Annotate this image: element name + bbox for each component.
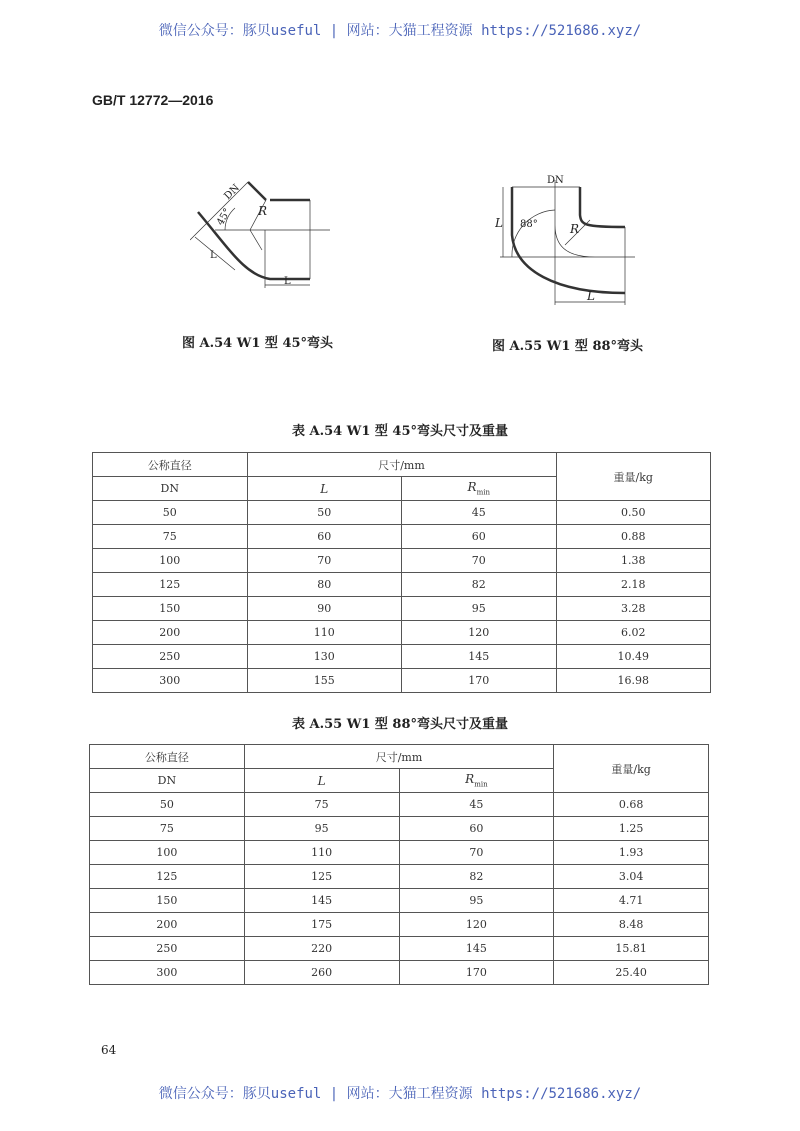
l-label-1: L (495, 216, 503, 230)
dn-label: DN (547, 175, 564, 186)
angle-label: 45° (215, 206, 234, 228)
header-weight: 重量/kg (554, 745, 709, 793)
figure-45-elbow (190, 170, 330, 300)
table-cell: 45 (402, 501, 557, 525)
watermark-bottom: 微信公众号：豚贝useful | 网站：大猫工程资源 https://521686.xyz/ (158, 1086, 642, 1102)
r-subscript: min (474, 780, 488, 789)
table-cell: 70 (402, 549, 557, 573)
table-cell: 75 (90, 817, 245, 841)
angle-label: 88° (520, 219, 538, 230)
table-cell: 82 (402, 573, 557, 597)
header-dims: 尺寸/mm (247, 453, 556, 477)
table-cell: 80 (247, 573, 402, 597)
table-cell: 300 (93, 669, 248, 693)
table-cell: 110 (247, 621, 402, 645)
table-cell: 170 (402, 669, 557, 693)
table-cell: 60 (399, 817, 554, 841)
table-cell: 0.68 (554, 793, 709, 817)
table-cell: 15.81 (554, 937, 709, 961)
table-cell: 155 (247, 669, 402, 693)
header-rmin (402, 477, 557, 501)
table-cell: 50 (93, 501, 248, 525)
header-dn: DN (93, 477, 248, 501)
table-row (93, 549, 711, 573)
figure-caption-a55: 图 A.55 W1 型 88°弯头 (492, 339, 644, 354)
table-cell: 95 (244, 817, 399, 841)
r-symbol: R (467, 480, 477, 495)
table-row (93, 621, 711, 645)
r-symbol: R (465, 772, 475, 787)
table-cell: 10.49 (556, 645, 711, 669)
table-cell: 1.93 (554, 841, 709, 865)
l-label-2: L (284, 276, 291, 287)
r-label: R (258, 204, 268, 218)
table-cell: 3.28 (556, 597, 711, 621)
table-cell: 175 (244, 913, 399, 937)
watermark-top: 微信公众号：豚贝useful | 网站：大猫工程资源 https://521686.xyz/ (158, 23, 642, 39)
table-cell: 145 (244, 889, 399, 913)
table-row (93, 645, 711, 669)
header-dims: 尺寸/mm (244, 745, 554, 769)
table-cell: 8.48 (554, 913, 709, 937)
header-nominal: 公称直径 (93, 453, 248, 477)
table-cell: 75 (93, 525, 248, 549)
table-cell: 130 (247, 645, 402, 669)
table-a55 (89, 744, 709, 985)
table-cell: 0.50 (556, 501, 711, 525)
table-cell: 100 (93, 549, 248, 573)
table-row (90, 889, 709, 913)
header-row (90, 745, 709, 769)
header-rmin (399, 769, 554, 793)
table-cell: 1.38 (556, 549, 711, 573)
table-row (90, 841, 709, 865)
table-cell: 145 (399, 937, 554, 961)
table-cell: 125 (93, 573, 248, 597)
table-row (90, 793, 709, 817)
table-cell: 200 (90, 913, 245, 937)
header-nominal: 公称直径 (90, 745, 245, 769)
r-subscript: min (476, 488, 490, 497)
table-cell: 60 (247, 525, 402, 549)
table-row (90, 865, 709, 889)
table-cell: 50 (247, 501, 402, 525)
l-label-1: L (210, 250, 217, 261)
table-row (93, 525, 711, 549)
table-cell: 1.25 (554, 817, 709, 841)
table-cell: 6.02 (556, 621, 711, 645)
standard-number: GB/T 12772—2016 (92, 92, 214, 108)
header-l: L (247, 477, 402, 501)
table-cell: 125 (244, 865, 399, 889)
r-label: R (570, 222, 580, 236)
table-cell: 220 (244, 937, 399, 961)
table-cell: 150 (93, 597, 248, 621)
table-cell: 0.88 (556, 525, 711, 549)
l-label-2: L (587, 289, 595, 303)
table-cell: 260 (244, 961, 399, 985)
table-cell: 145 (402, 645, 557, 669)
figure-caption-a54: 图 A.54 W1 型 45°弯头 (182, 336, 334, 351)
table-cell: 16.98 (556, 669, 711, 693)
table-row (93, 597, 711, 621)
table-cell: 70 (247, 549, 402, 573)
table-cell: 95 (399, 889, 554, 913)
dn-label: DN (222, 182, 242, 203)
table-cell: 170 (399, 961, 554, 985)
table-row (90, 817, 709, 841)
table-cell: 120 (399, 913, 554, 937)
table-cell: 75 (244, 793, 399, 817)
table-cell: 70 (399, 841, 554, 865)
table-cell: 300 (90, 961, 245, 985)
table-cell: 250 (93, 645, 248, 669)
header-weight: 重量/kg (556, 453, 711, 501)
header-dn: DN (90, 769, 245, 793)
table-cell: 150 (90, 889, 245, 913)
table-row (90, 937, 709, 961)
table-cell: 120 (402, 621, 557, 645)
table-cell: 125 (90, 865, 245, 889)
header-l: L (244, 769, 399, 793)
table-cell: 45 (399, 793, 554, 817)
table-row (93, 669, 711, 693)
table-cell: 4.71 (554, 889, 709, 913)
figure-88-elbow (495, 175, 635, 310)
page-number: 64 (101, 1043, 117, 1057)
table-cell: 200 (93, 621, 248, 645)
table-row (93, 573, 711, 597)
table-cell: 90 (247, 597, 402, 621)
table-row (93, 501, 711, 525)
table-cell: 2.18 (556, 573, 711, 597)
table-a54 (92, 452, 711, 693)
table-row (90, 913, 709, 937)
table-cell: 82 (399, 865, 554, 889)
table-cell: 250 (90, 937, 245, 961)
table-cell: 50 (90, 793, 245, 817)
table-cell: 60 (402, 525, 557, 549)
header-row (93, 453, 711, 477)
table-cell: 100 (90, 841, 245, 865)
table-cell: 3.04 (554, 865, 709, 889)
table-cell: 110 (244, 841, 399, 865)
table-cell: 95 (402, 597, 557, 621)
table-caption-a55: 表 A.55 W1 型 88°弯头尺寸及重量 (291, 717, 509, 732)
table-caption-a54: 表 A.54 W1 型 45°弯头尺寸及重量 (291, 424, 509, 439)
table-cell: 25.40 (554, 961, 709, 985)
table-row (90, 961, 709, 985)
